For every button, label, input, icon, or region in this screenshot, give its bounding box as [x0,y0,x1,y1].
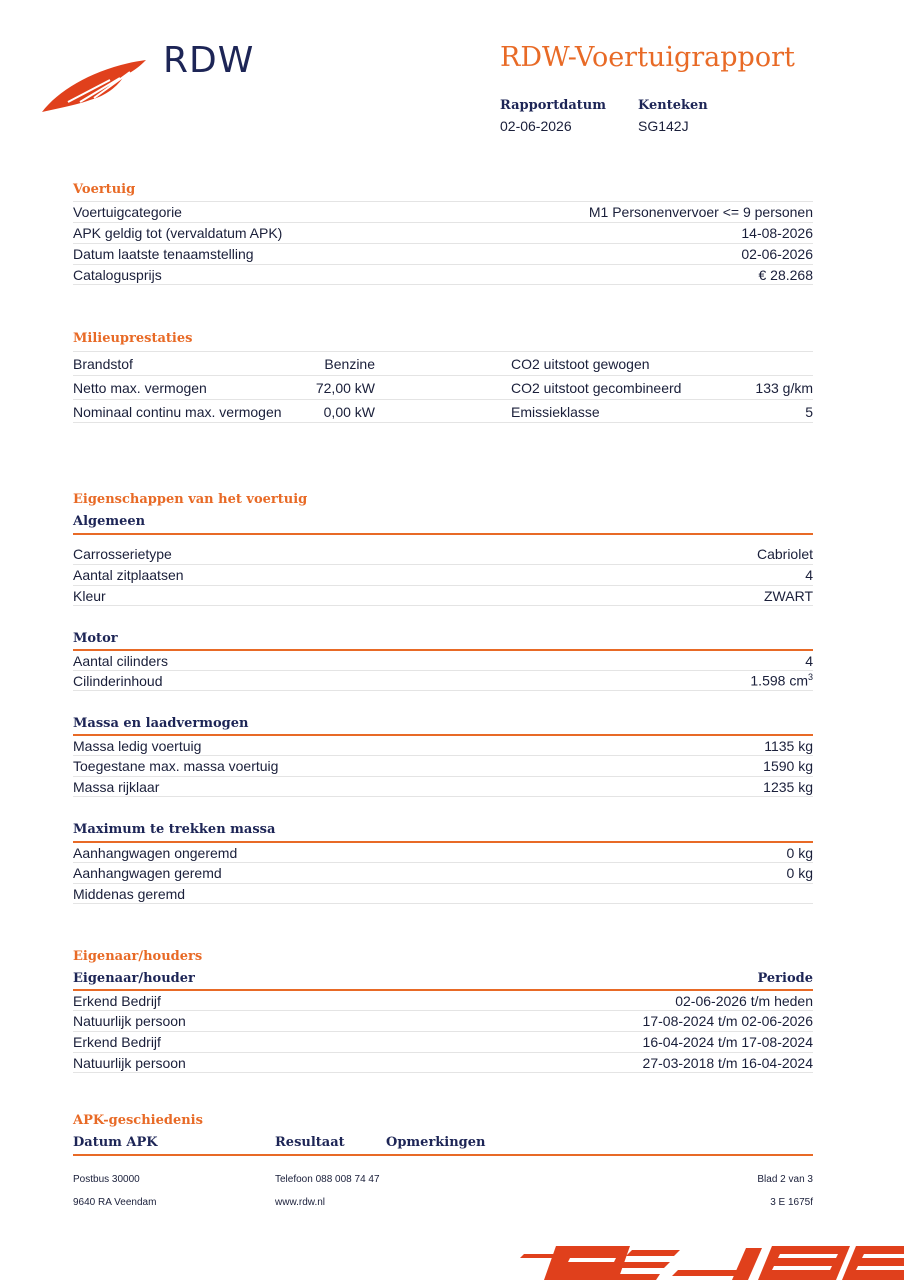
row-value: ZWART [764,587,813,604]
section-eigenaar-title: Eigenaar/houders [73,949,203,964]
row-label: APK geldig tot (vervaldatum APK) [73,225,283,241]
decorative-stripes-icon [520,1244,904,1280]
table-header [73,1132,813,1153]
orange-divider [73,1154,813,1156]
table-row [73,564,813,585]
footer-address-line2: 9640 RA Veendam [73,1197,157,1208]
table-row [73,399,813,423]
column-header-period: Periode [757,971,813,986]
table-row [73,1010,813,1031]
row-label: Emissieklasse [511,404,600,420]
row-value: 02-06-2026 [741,246,813,262]
row-label: Massa rijklaar [73,778,160,795]
voertuig-table [73,201,813,285]
row-value: 0 kg [786,844,813,861]
trekken-table [73,841,813,904]
subsection-algemeen-title: Algemeen [73,514,146,529]
row-value: 14-08-2026 [741,225,813,241]
row-value-with-unit [750,672,813,689]
table-row [73,543,813,564]
row-label: Aanhangwagen geremd [73,865,222,881]
table-row [73,1031,813,1052]
row-label: Middenas geremd [73,885,186,902]
table-row [73,585,813,606]
row-label: Massa ledig voertuig [73,737,202,754]
row-value: 1590 kg [763,758,813,774]
table-row [73,734,813,755]
rdw-logo [40,40,260,120]
row-label: CO2 uitstoot gecombineerd [511,380,682,396]
footer-code: 3 E 1675f [770,1197,813,1208]
row-value: 1135 kg [764,737,813,754]
column-header-date: Datum APK [73,1135,158,1150]
column-header-remarks: Opmerkingen [386,1135,486,1150]
section-apk-title: APK-geschiedenis [73,1113,203,1128]
row-label: Erkend Bedrijf [73,1034,161,1050]
report-date-value: 02-06-2026 [500,118,572,134]
row-label: Natuurlijk persoon [73,1054,186,1071]
row-value: Cabriolet [756,545,813,562]
table-row [73,351,813,375]
motor-table [73,649,813,691]
row-value: 4 [805,652,813,669]
footer-phone: Telefoon 088 008 74 47 [275,1174,380,1185]
subsection-motor-title: Motor [73,631,118,646]
row-value: 17-08-2024 t/m 02-06-2026 [642,1013,813,1029]
plate-value: SG142J [638,118,689,134]
section-eigenschappen-title: Eigenschappen van het voertuig [73,492,308,507]
row-label: Cilinderinhoud [73,672,163,689]
footer-page-number: Blad 2 van 3 [757,1174,813,1185]
row-value: Benzine [324,356,375,372]
row-value: 4 [805,567,813,583]
table-header [73,968,813,989]
row-label: Aantal cilinders [73,652,168,669]
row-value: 72,00 kW [315,380,375,396]
subsection-massa-title: Massa en laadvermogen [73,716,249,731]
row-label: Natuurlijk persoon [73,1013,186,1029]
row-value: 16-04-2024 t/m 17-08-2024 [642,1034,813,1050]
row-label: Voertuigcategorie [73,204,182,220]
column-header-result: Resultaat [275,1135,345,1150]
plate-block [638,98,708,134]
row-value: 5 [805,404,813,420]
row-label: Catalogusprijs [73,266,162,283]
table-row [73,243,813,264]
table-row [73,841,813,862]
table-row [73,755,813,776]
row-label: Nominaal continu max. vermogen [73,404,282,420]
logo-text: RDW [163,40,255,81]
eigenaar-table [73,968,813,1073]
footer-website-link[interactable]: www.rdw.nl [275,1197,326,1208]
table-row [73,862,813,883]
algemeen-table [73,543,813,606]
row-value: 02-06-2026 t/m heden [675,992,813,1009]
section-voertuig-title: Voertuig [73,182,136,197]
superscript: 3 [807,672,813,683]
table-row [73,670,813,691]
row-label: Aantal zitplaatsen [73,567,184,583]
column-header-owner: Eigenaar/houder [73,971,195,986]
report-date-block [500,98,606,134]
row-label: Aanhangwagen ongeremd [73,844,238,861]
row-value: 0 kg [786,865,813,881]
row-value: 133 g/km [755,380,813,396]
table-row [73,776,813,797]
orange-divider [73,533,813,535]
table-row [73,222,813,243]
massa-table [73,734,813,797]
row-label: CO2 uitstoot gewogen [511,356,650,372]
footer-address-line1: Postbus 30000 [73,1174,140,1185]
table-row [73,375,813,399]
row-label: Netto max. vermogen [73,380,207,396]
row-label: Kleur [73,587,106,604]
table-row [73,883,813,904]
rdw-feather-icon [40,58,150,118]
row-label: Erkend Bedrijf [73,992,161,1009]
row-value: 1.598 cm [750,672,808,689]
table-row [73,989,813,1010]
row-value: € 28.268 [758,266,813,283]
section-milieu-title: Milieuprestaties [73,331,193,346]
row-value: 0,00 kW [323,404,375,420]
report-title: RDW-Voertuigrapport [500,42,795,73]
apk-table [73,1132,813,1153]
table-row [73,1052,813,1073]
row-label: Datum laatste tenaamstelling [73,246,254,262]
row-label: Carrosserietype [73,545,172,562]
milieu-table [73,351,813,423]
plate-label: Kenteken [638,98,708,113]
row-value: M1 Personenvervoer <= 9 personen [588,204,813,220]
report-date-label: Rapportdatum [500,98,606,113]
row-value: 27-03-2018 t/m 16-04-2024 [642,1054,813,1071]
subsection-trekken-title: Maximum te trekken massa [73,822,276,837]
row-value: 1235 kg [763,778,813,795]
table-row [73,201,813,222]
table-row [73,264,813,285]
row-label: Brandstof [73,356,133,372]
table-row [73,649,813,670]
row-label: Toegestane max. massa voertuig [73,758,279,774]
